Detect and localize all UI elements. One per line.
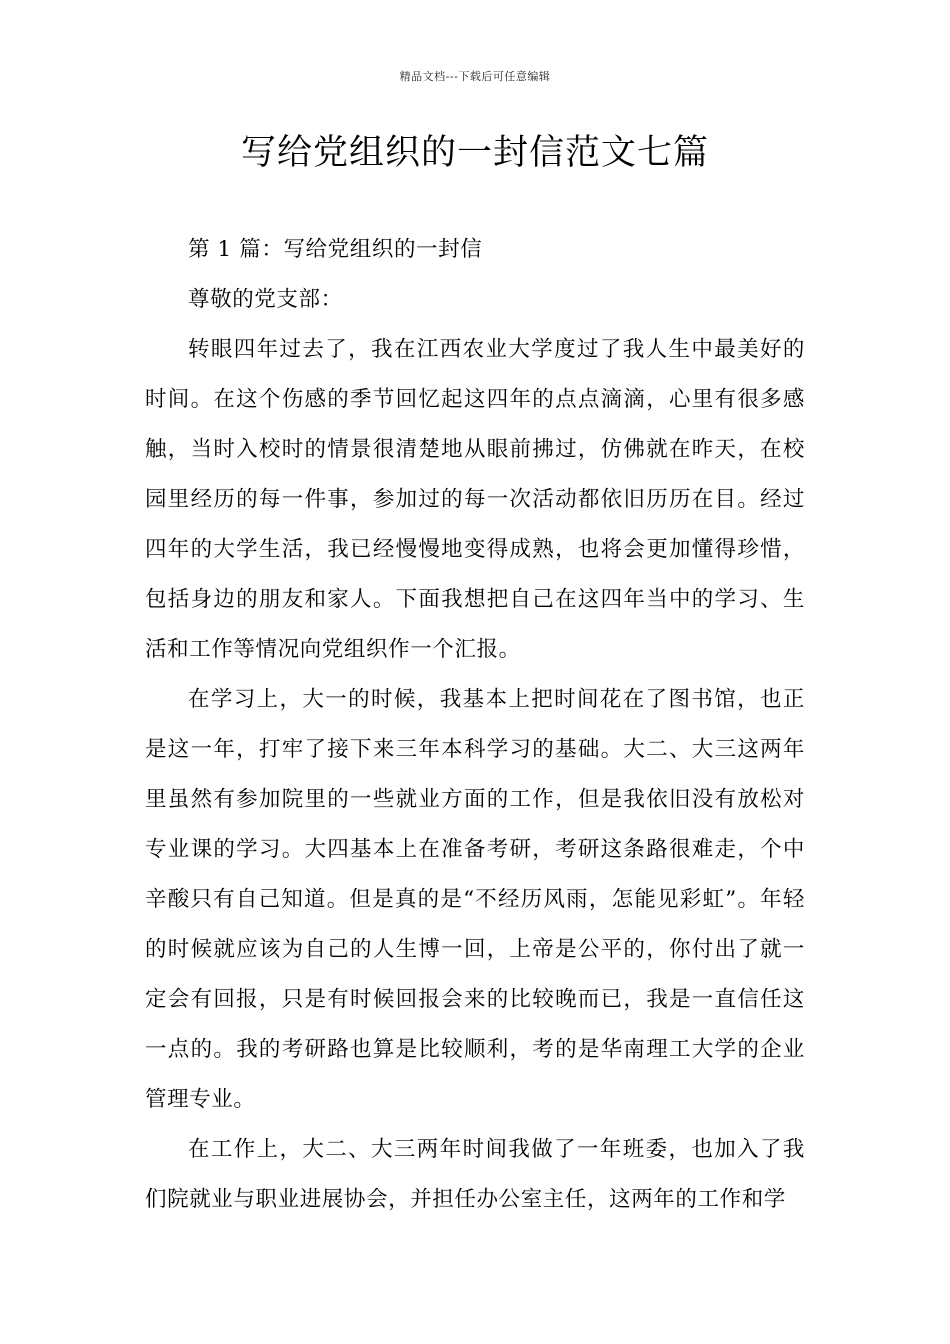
paragraph: 在学习上，大一的时候，我基本上把时间花在了图书馆，也正是这一年，打牢了接下来三年本科学习的基础。大二、大三这两年里虽然有参加院里的一些就业方面的工作，但是我依旧没有放松对专业课的学习。大四基本上在准备考研，考研这条路很难走，个中辛酸只有自己知道。但是真的是“不经历风雨，怎能见彩虹”。年轻的时候就应该为自己的人生博一回，上帝是公平的，你付出了就一定会有回报，只是有时候回报会来的比较晚而已，我是一直信任这一点的。我的考研路也算是比较顺利，考的是华南理工大学的企业管理专业。 xyxy=(145,687,805,1112)
section-heading: 第 1 篇：写给党组织的一封信 xyxy=(188,237,483,262)
document-title: 写给党组织的一封信范文七篇 xyxy=(240,133,709,173)
paragraph: 转眼四年过去了，我在江西农业大学度过了我人生中最美好的时间。在这个伤感的季节回忆起这四年的点点滴滴，心里有很多感触，当时入校时的情景很清楚地从眼前拂过，仿佛就在昨天，在校园里经历的每一件事，参加过的每一次活动都依旧历历在目。经过四年的大学生活，我已经慢慢地变得成熟，也将会更加懂得珍惜，包括身边的朋友和家人。下面我想把自己在这四年当中的学习、生活和工作等情况向党组织作一个汇报。 xyxy=(145,337,805,662)
page-header-watermark: 精品文档---下载后可任意编辑 xyxy=(399,70,551,83)
paragraph: 在工作上，大二、大三两年时间我做了一年班委，也加入了我们院就业与职业进展协会，并担任办公室主任，这两年的工作和学 xyxy=(145,1137,805,1212)
document-body xyxy=(145,225,805,1225)
salutation: 尊敬的党支部： xyxy=(188,287,343,312)
